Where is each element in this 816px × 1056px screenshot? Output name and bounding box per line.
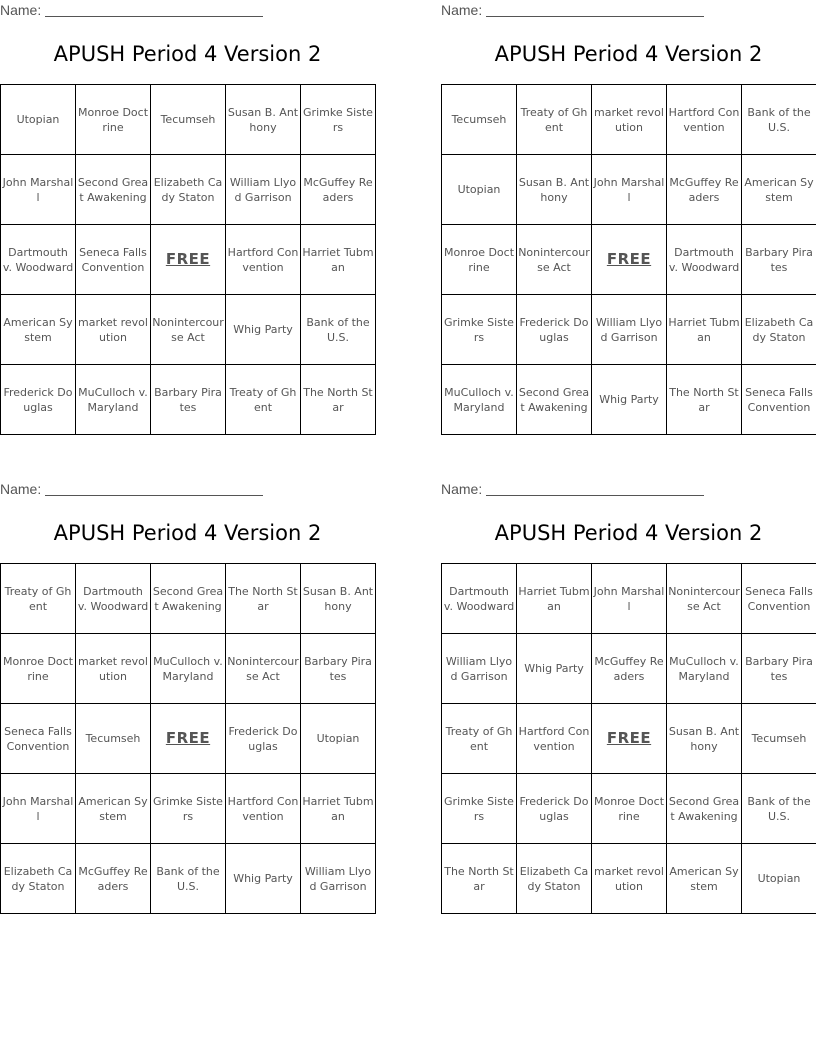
free-space[interactable] xyxy=(151,704,226,774)
bingo-cell[interactable] xyxy=(517,634,592,704)
bingo-cell[interactable] xyxy=(1,704,76,774)
cell-label: American System xyxy=(78,794,148,823)
bingo-cell[interactable] xyxy=(592,564,667,634)
bingo-cell[interactable] xyxy=(517,85,592,155)
name-label: Name: xyxy=(441,481,483,497)
bingo-cell[interactable] xyxy=(742,295,816,365)
bingo-cell[interactable] xyxy=(667,85,742,155)
bingo-cell[interactable] xyxy=(226,634,301,704)
cell-label: McGuffey Readers xyxy=(669,175,739,204)
bingo-cell[interactable] xyxy=(76,774,151,844)
cell-label: Utopian xyxy=(316,732,360,745)
name-underline[interactable] xyxy=(45,4,263,17)
cell-label: The North Star xyxy=(444,864,514,893)
grid-row xyxy=(1,155,376,225)
cell-label: Whig Party xyxy=(524,662,584,675)
bingo-cell[interactable] xyxy=(742,155,816,225)
bingo-cell[interactable] xyxy=(442,774,517,844)
card-title: APUSH Period 4 Version 2 xyxy=(53,521,322,545)
cell-label: Treaty of Ghent xyxy=(4,584,72,613)
cell-label: market revolution xyxy=(78,315,148,344)
bingo-cell[interactable] xyxy=(1,365,76,435)
grid-row xyxy=(442,365,816,435)
bingo-cell[interactable] xyxy=(1,774,76,844)
cell-label: McGuffey Readers xyxy=(78,864,148,893)
cell-label: Second Great Awakening xyxy=(77,175,149,204)
cell-label: Monroe Doctrine xyxy=(2,654,74,683)
cell-label: Bank of the U.S. xyxy=(747,105,811,134)
cell-label: Tecumseh xyxy=(451,113,507,126)
cell-label: Dartmouth v. Woodward xyxy=(443,584,515,613)
bingo-cell[interactable] xyxy=(151,365,226,435)
grid-row xyxy=(442,155,816,225)
grid-row xyxy=(1,225,376,295)
cell-label: Dartmouth v. Woodward xyxy=(668,245,740,274)
bingo-cell[interactable] xyxy=(667,155,742,225)
cell-label: Utopian xyxy=(457,183,501,196)
cell-label: Frederick Douglas xyxy=(519,315,589,344)
cell-label: Nonintercourse Act xyxy=(152,315,224,344)
bingo-cell[interactable] xyxy=(592,844,667,914)
cell-label: John Marshall xyxy=(593,584,665,613)
cell-label: Frederick Douglas xyxy=(3,385,73,414)
cell-label: Hartford Convention xyxy=(668,105,740,134)
cell-label: MuCulloch v. Maryland xyxy=(78,385,148,414)
bingo-cell[interactable] xyxy=(442,225,517,295)
cell-label: The North Star xyxy=(669,385,739,414)
bingo-cell[interactable] xyxy=(742,844,816,914)
bingo-cell[interactable] xyxy=(151,155,226,225)
bingo-cell[interactable] xyxy=(517,295,592,365)
bingo-cell[interactable] xyxy=(742,564,816,634)
cell-label: market revolution xyxy=(78,654,148,683)
bingo-cell[interactable] xyxy=(1,844,76,914)
bingo-cell[interactable] xyxy=(301,564,376,634)
cell-label: Bank of the U.S. xyxy=(747,794,811,823)
bingo-cell[interactable] xyxy=(592,155,667,225)
bingo-cell[interactable] xyxy=(442,155,517,225)
cell-label: Seneca Falls Convention xyxy=(79,245,147,274)
bingo-cell[interactable] xyxy=(742,365,816,435)
bingo-cell[interactable] xyxy=(442,365,517,435)
cell-label: MuCulloch v. Maryland xyxy=(153,654,223,683)
cell-label: Second Great Awakening xyxy=(518,385,590,414)
grid-row xyxy=(442,564,816,634)
bingo-cell[interactable] xyxy=(517,225,592,295)
bingo-grid xyxy=(0,84,376,435)
bingo-cell[interactable] xyxy=(592,295,667,365)
grid-row xyxy=(1,704,376,774)
cell-label: Barbary Pirates xyxy=(304,654,372,683)
cell-label: Harriet Tubman xyxy=(302,794,374,823)
bingo-cell[interactable] xyxy=(742,704,816,774)
grid-row xyxy=(1,85,376,155)
bingo-cell[interactable] xyxy=(301,295,376,365)
bingo-cell[interactable] xyxy=(442,295,517,365)
bingo-cell[interactable] xyxy=(301,365,376,435)
bingo-cell[interactable] xyxy=(442,564,517,634)
cell-label: Barbary Pirates xyxy=(154,385,222,414)
cell-label: Tecumseh xyxy=(751,732,807,745)
cell-label: Tecumseh xyxy=(160,113,216,126)
name-underline[interactable] xyxy=(45,483,263,496)
free-space[interactable] xyxy=(151,225,226,295)
bingo-cell[interactable] xyxy=(667,704,742,774)
bingo-cell[interactable] xyxy=(667,225,742,295)
bingo-cell[interactable] xyxy=(226,564,301,634)
cell-label: market revolution xyxy=(594,105,664,134)
grid-row xyxy=(1,295,376,365)
cell-label: Treaty of Ghent xyxy=(445,724,513,753)
cell-label: Bank of the U.S. xyxy=(156,864,220,893)
cell-label: Tecumseh xyxy=(85,732,141,745)
cell-label: Harriet Tubman xyxy=(518,584,590,613)
bingo-cell[interactable] xyxy=(76,85,151,155)
bingo-cell[interactable] xyxy=(301,85,376,155)
bingo-cell[interactable] xyxy=(1,155,76,225)
cell-label: Grimke Sisters xyxy=(444,315,514,344)
name-label: Name: xyxy=(441,2,483,18)
cell-label: Seneca Falls Convention xyxy=(745,385,813,414)
card-title: APUSH Period 4 Version 2 xyxy=(53,42,322,66)
bingo-cell[interactable] xyxy=(301,634,376,704)
cell-label: Susan B. Anthony xyxy=(302,584,374,613)
bingo-cell[interactable] xyxy=(76,704,151,774)
bingo-cell[interactable] xyxy=(226,844,301,914)
cell-label: Bank of the U.S. xyxy=(306,315,370,344)
cell-label: Treaty of Ghent xyxy=(520,105,588,134)
bingo-cell[interactable] xyxy=(517,774,592,844)
bingo-cell[interactable] xyxy=(442,704,517,774)
bingo-cell[interactable] xyxy=(667,365,742,435)
cell-label: William Llyod Garrison xyxy=(595,315,663,344)
bingo-cell[interactable] xyxy=(76,564,151,634)
cell-label: Nonintercourse Act xyxy=(227,654,299,683)
cell-label: Nonintercourse Act xyxy=(518,245,590,274)
grid-row xyxy=(442,295,816,365)
cell-label: McGuffey Readers xyxy=(594,654,664,683)
cell-label: Second Great Awakening xyxy=(668,794,740,823)
bingo-cell[interactable] xyxy=(742,85,816,155)
name-label: Name: xyxy=(0,2,42,18)
cell-label: Whig Party xyxy=(233,872,293,885)
bingo-cell[interactable] xyxy=(151,634,226,704)
bingo-cell[interactable] xyxy=(226,85,301,155)
bingo-cell[interactable] xyxy=(517,704,592,774)
bingo-cell[interactable] xyxy=(226,704,301,774)
cell-label: Harriet Tubman xyxy=(668,315,740,344)
cell-label: Susan B. Anthony xyxy=(518,175,590,204)
cell-label: John Marshall xyxy=(593,175,665,204)
cell-label: Dartmouth v. Woodward xyxy=(77,584,149,613)
cell-label: Elizabeth Cady Staton xyxy=(3,864,73,893)
cell-label: Monroe Doctrine xyxy=(77,105,149,134)
grid-row xyxy=(1,774,376,844)
bingo-cell[interactable] xyxy=(1,634,76,704)
bingo-cell[interactable] xyxy=(301,225,376,295)
bingo-cell[interactable] xyxy=(226,155,301,225)
bingo-cell[interactable] xyxy=(76,155,151,225)
cell-label: FREE xyxy=(165,728,211,747)
bingo-cell[interactable] xyxy=(1,225,76,295)
cell-label: Hartford Convention xyxy=(518,724,590,753)
cell-label: Frederick Douglas xyxy=(228,724,298,753)
cell-label: American System xyxy=(669,864,739,893)
bingo-cell[interactable] xyxy=(1,85,76,155)
card-title: APUSH Period 4 Version 2 xyxy=(494,42,763,66)
cell-label: FREE xyxy=(606,249,652,268)
bingo-cell[interactable] xyxy=(442,844,517,914)
cell-label: American System xyxy=(744,175,814,204)
cell-label: William Llyod Garrison xyxy=(445,654,513,683)
grid-row xyxy=(442,844,816,914)
bingo-cell[interactable] xyxy=(667,634,742,704)
card-title: APUSH Period 4 Version 2 xyxy=(494,521,763,545)
bingo-cell[interactable] xyxy=(76,365,151,435)
bingo-cell[interactable] xyxy=(667,564,742,634)
bingo-grid xyxy=(441,84,816,435)
cell-label: Frederick Douglas xyxy=(519,794,589,823)
bingo-cell[interactable] xyxy=(76,225,151,295)
cell-label: Susan B. Anthony xyxy=(227,105,299,134)
cell-label: Grimke Sisters xyxy=(444,794,514,823)
cell-label: market revolution xyxy=(594,864,664,893)
cell-label: Barbary Pirates xyxy=(745,245,813,274)
bingo-cell[interactable] xyxy=(592,634,667,704)
bingo-cell[interactable] xyxy=(76,844,151,914)
bingo-cell[interactable] xyxy=(517,365,592,435)
bingo-cell[interactable] xyxy=(742,634,816,704)
cell-label: William Llyod Garrison xyxy=(229,175,297,204)
cell-label: Whig Party xyxy=(233,323,293,336)
cell-label: Barbary Pirates xyxy=(745,654,813,683)
grid-row xyxy=(1,844,376,914)
cell-label: Hartford Convention xyxy=(227,794,299,823)
bingo-cell[interactable] xyxy=(226,225,301,295)
cell-label: Monroe Doctrine xyxy=(593,794,665,823)
cell-label: Grimke Sisters xyxy=(303,105,373,134)
name-field[interactable] xyxy=(441,481,704,497)
cell-label: MuCulloch v. Maryland xyxy=(444,385,514,414)
cell-label: Treaty of Ghent xyxy=(229,385,297,414)
name-underline[interactable] xyxy=(486,483,704,496)
cell-label: The North Star xyxy=(303,385,373,414)
bingo-cell[interactable] xyxy=(667,844,742,914)
cell-label: Second Great Awakening xyxy=(152,584,224,613)
bingo-cell[interactable] xyxy=(667,774,742,844)
grid-row xyxy=(1,634,376,704)
bingo-cell[interactable] xyxy=(301,774,376,844)
cell-label: Elizabeth Cady Staton xyxy=(153,175,223,204)
bingo-cell[interactable] xyxy=(226,774,301,844)
grid-row xyxy=(442,85,816,155)
cell-label: Dartmouth v. Woodward xyxy=(2,245,74,274)
bingo-cell[interactable] xyxy=(592,774,667,844)
bingo-cell[interactable] xyxy=(442,634,517,704)
name-field[interactable] xyxy=(0,2,263,18)
cell-label: The North Star xyxy=(228,584,298,613)
bingo-cell[interactable] xyxy=(592,365,667,435)
bingo-cell[interactable] xyxy=(1,295,76,365)
bingo-grid xyxy=(0,563,376,914)
cell-label: William Llyod Garrison xyxy=(304,864,372,893)
cell-label: Whig Party xyxy=(599,393,659,406)
cell-label: McGuffey Readers xyxy=(303,175,373,204)
cell-label: Nonintercourse Act xyxy=(668,584,740,613)
cell-label: Utopian xyxy=(16,113,60,126)
bingo-cell[interactable] xyxy=(442,85,517,155)
cell-label: Harriet Tubman xyxy=(302,245,374,274)
bingo-cell[interactable] xyxy=(517,564,592,634)
cell-label: FREE xyxy=(606,728,652,747)
bingo-cell[interactable] xyxy=(1,564,76,634)
bingo-cell[interactable] xyxy=(226,365,301,435)
bingo-cell[interactable] xyxy=(517,155,592,225)
bingo-cell[interactable] xyxy=(742,225,816,295)
bingo-cell[interactable] xyxy=(667,295,742,365)
cell-label: FREE xyxy=(165,249,211,268)
bingo-cell[interactable] xyxy=(226,295,301,365)
cell-label: Utopian xyxy=(757,872,801,885)
cell-label: Grimke Sisters xyxy=(153,794,223,823)
bingo-cell[interactable] xyxy=(151,295,226,365)
bingo-grid xyxy=(441,563,816,914)
cell-label: MuCulloch v. Maryland xyxy=(669,654,739,683)
cell-label: Monroe Doctrine xyxy=(443,245,515,274)
bingo-cell[interactable] xyxy=(151,844,226,914)
grid-row xyxy=(1,564,376,634)
bingo-cell[interactable] xyxy=(76,634,151,704)
bingo-cell[interactable] xyxy=(151,564,226,634)
bingo-cell[interactable] xyxy=(151,85,226,155)
name-label: Name: xyxy=(0,481,42,497)
cell-label: John Marshall xyxy=(2,794,74,823)
cell-label: Seneca Falls Convention xyxy=(4,724,72,753)
bingo-cell[interactable] xyxy=(151,774,226,844)
grid-row xyxy=(442,225,816,295)
cell-label: Susan B. Anthony xyxy=(668,724,740,753)
bingo-cell[interactable] xyxy=(592,85,667,155)
cell-label: Seneca Falls Convention xyxy=(745,584,813,613)
bingo-cell[interactable] xyxy=(76,295,151,365)
cell-label: John Marshall xyxy=(2,175,74,204)
grid-row xyxy=(442,774,816,844)
bingo-cell[interactable] xyxy=(301,155,376,225)
name-field[interactable] xyxy=(441,2,704,18)
cell-label: American System xyxy=(3,315,73,344)
name-underline[interactable] xyxy=(486,4,704,17)
bingo-cell[interactable] xyxy=(301,844,376,914)
bingo-cell[interactable] xyxy=(301,704,376,774)
free-space[interactable] xyxy=(592,225,667,295)
grid-row xyxy=(1,365,376,435)
bingo-cell[interactable] xyxy=(517,844,592,914)
cell-label: Hartford Convention xyxy=(227,245,299,274)
cell-label: Elizabeth Cady Staton xyxy=(519,864,589,893)
cell-label: Elizabeth Cady Staton xyxy=(744,315,814,344)
bingo-cell[interactable] xyxy=(742,774,816,844)
free-space[interactable] xyxy=(592,704,667,774)
grid-row xyxy=(442,634,816,704)
name-field[interactable] xyxy=(0,481,263,497)
grid-row xyxy=(442,704,816,774)
